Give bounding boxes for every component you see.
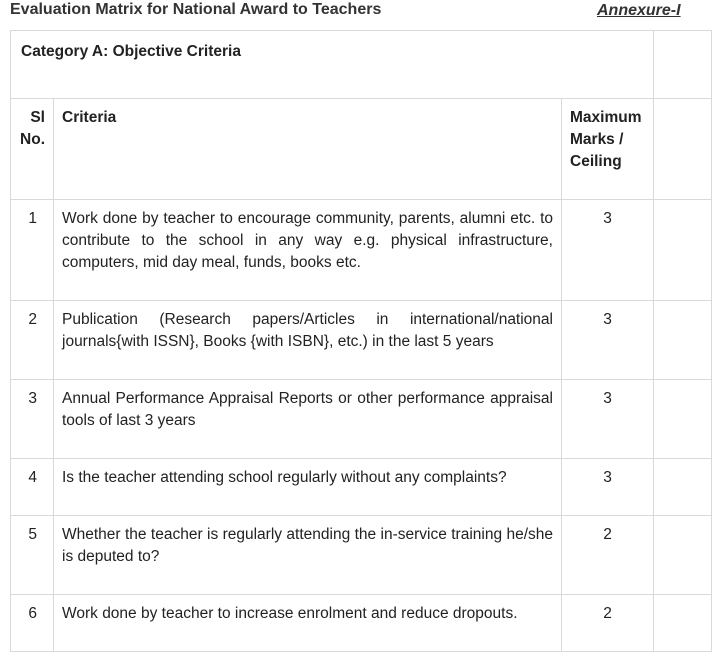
row-max-marks: 2 [562, 516, 654, 595]
row-criteria: Is the teacher attending school regularly without any complaints? [54, 459, 562, 516]
row-criteria: Work done by teacher to encourage community, parents, alumni etc. to contribute to the school in any way e.g. physical infrastructure, computers, mid day meal, funds, books etc. [54, 200, 562, 301]
row-sl-no: 2 [11, 301, 54, 380]
row-criteria: Publication (Research papers/Articles in international/national journals{with ISSN}, Books {with ISBN}, etc.) in the last 5 years [54, 301, 562, 380]
row-criteria: Whether the teacher is regularly attending the in-service training he/she is deputed to? [54, 516, 562, 595]
row-max-marks: 2 [562, 595, 654, 652]
row-max-marks: 3 [562, 459, 654, 516]
row-criteria: Work done by teacher to increase enrolment and reduce dropouts. [54, 595, 562, 652]
empty-cell [654, 301, 712, 380]
row-sl-no: 5 [11, 516, 54, 595]
row-max-marks: 3 [562, 301, 654, 380]
table-header-row [11, 99, 712, 200]
empty-cell [654, 31, 712, 99]
row-max-marks: 3 [562, 200, 654, 301]
row-max-marks: 3 [562, 380, 654, 459]
row-sl-no: 3 [11, 380, 54, 459]
row-sl-no: 1 [11, 200, 54, 301]
column-header-max-marks: Maximum Marks / Ceiling [562, 99, 654, 200]
category-title: Category A: Objective Criteria [11, 31, 654, 99]
table-row [11, 595, 712, 652]
row-sl-no: 6 [11, 595, 54, 652]
empty-cell [654, 200, 712, 301]
table-row [11, 459, 712, 516]
row-sl-no: 4 [11, 459, 54, 516]
table-row [11, 301, 712, 380]
category-row [11, 31, 712, 99]
document-title: Evaluation Matrix for National Award to Teachers [10, 1, 382, 18]
row-criteria: Annual Performance Appraisal Reports or other performance appraisal tools of last 3 years [54, 380, 562, 459]
empty-cell [654, 516, 712, 595]
annexure-label: Annexure-I [597, 2, 681, 19]
empty-cell [654, 99, 712, 200]
table-row [11, 200, 712, 301]
column-header-sl-no: Sl No. [11, 99, 54, 200]
column-header-criteria: Criteria [54, 99, 562, 200]
table-row [11, 380, 712, 459]
evaluation-matrix-table [10, 30, 712, 652]
table-row [11, 516, 712, 595]
empty-cell [654, 380, 712, 459]
empty-cell [654, 459, 712, 516]
empty-cell [654, 595, 712, 652]
